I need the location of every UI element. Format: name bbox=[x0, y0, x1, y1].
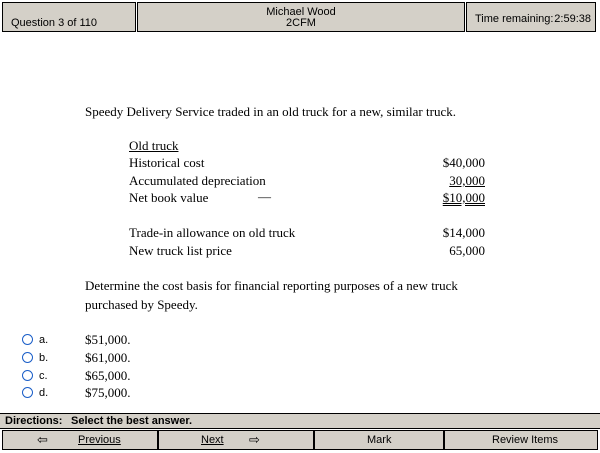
exam-header bbox=[0, 0, 600, 36]
left-arrow-icon: ⇦ bbox=[37, 432, 48, 447]
option-d[interactable] bbox=[22, 385, 222, 401]
exam-code: 2CFM bbox=[286, 17, 316, 29]
radio-button-icon[interactable] bbox=[22, 334, 33, 345]
option-text: $65,000. bbox=[85, 368, 131, 383]
row-label: Trade-in allowance on old truck bbox=[129, 225, 296, 240]
candidate-panel bbox=[137, 2, 465, 32]
next-button[interactable] bbox=[158, 430, 314, 450]
row-value: $10,000 bbox=[442, 190, 485, 205]
table-heading: Old truck bbox=[129, 138, 179, 153]
radio-button-icon[interactable] bbox=[22, 370, 33, 381]
question-counter: Question 3 of 110 bbox=[11, 17, 98, 29]
row-value: 65,000 bbox=[449, 243, 485, 258]
candidate-name: Michael Wood bbox=[266, 6, 336, 18]
row-label: Net book value bbox=[129, 190, 209, 205]
review-items-button[interactable] bbox=[444, 430, 598, 450]
radio-button-icon[interactable] bbox=[22, 387, 33, 398]
option-letter: b. bbox=[39, 352, 49, 364]
review-items-label: Review Items bbox=[492, 434, 559, 446]
option-text: $61,000. bbox=[85, 350, 131, 365]
row-value: 30,000 bbox=[449, 173, 485, 188]
option-text: $75,000. bbox=[85, 385, 131, 400]
row-label: Accumulated depreciation bbox=[129, 173, 266, 188]
previous-button[interactable] bbox=[2, 430, 158, 450]
time-remaining-label: Time remaining: bbox=[475, 13, 554, 25]
question-prompt-line: purchased by Speedy. bbox=[85, 297, 198, 312]
option-c[interactable] bbox=[22, 368, 222, 384]
row-value: $14,000 bbox=[442, 225, 485, 240]
time-remaining-value: 2:59:38 bbox=[554, 13, 591, 25]
directions-text: Select the best answer. bbox=[71, 415, 193, 427]
option-a[interactable] bbox=[22, 332, 222, 348]
row-label: Historical cost bbox=[129, 155, 205, 170]
question-counter-panel bbox=[2, 2, 136, 32]
question-area bbox=[0, 36, 600, 412]
directions-bar bbox=[0, 413, 600, 429]
question-prompt-line: Determine the cost basis for financial reporting purposes of a new truck bbox=[85, 278, 458, 293]
timer-panel bbox=[466, 2, 596, 32]
dash-mark: — bbox=[258, 189, 271, 204]
option-text: $51,000. bbox=[85, 332, 131, 347]
right-arrow-icon: ⇨ bbox=[249, 432, 260, 447]
mark-label: Mark bbox=[367, 434, 392, 446]
option-letter: a. bbox=[39, 334, 49, 346]
next-label: Next bbox=[201, 434, 224, 446]
option-letter: c. bbox=[39, 370, 48, 382]
question-stem: Speedy Delivery Service traded in an old truck for a new, similar truck. bbox=[85, 104, 456, 119]
row-value: $40,000 bbox=[442, 155, 485, 170]
option-b[interactable] bbox=[22, 350, 222, 366]
radio-button-icon[interactable] bbox=[22, 352, 33, 363]
previous-label: Previous bbox=[78, 434, 121, 446]
directions-label: Directions: bbox=[5, 415, 63, 427]
option-letter: d. bbox=[39, 387, 49, 399]
mark-button[interactable] bbox=[314, 430, 444, 450]
row-label: New truck list price bbox=[129, 243, 232, 258]
